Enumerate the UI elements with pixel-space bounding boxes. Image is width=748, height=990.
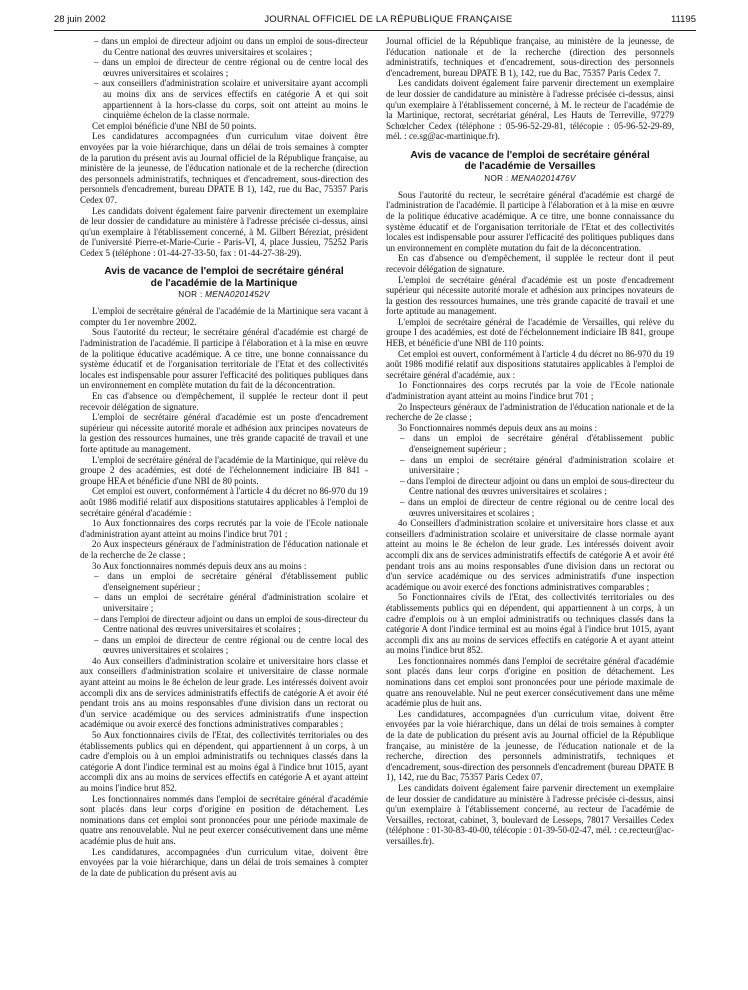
paragraph: 4o Conseillers d'administration scolaire et universitaire hors classe et aux conseillers d'administration scolaire et universitaire de classe normale ayant atteint au moins le 8e échelon de leur grade. Les intéressés doivent avoir accompli dix ans de services administratifs effectifs de catégorie A et avoir été pendant trois ans au moins responsables d'une division dans un rectorat ou d'un service académique ou des services administratifs d'une inspection académique ou avoir exercé des fonctions administratives comparables ; [386,518,674,592]
paragraph: Les candidatures, accompagnées d'un curriculum vitae, doivent être envoyées par la voie hiérarchique, dans un délai de trois semaines à compter de la date de publication du présent avis au [80,846,368,878]
paragraph: Cet emploi est ouvert, conformément à l'article 4 du décret no 86-970 du 19 août 1986 modifié relatif aux dispositions statutaires applicables à l'emploi de secrétaire général d'académie : [80,486,368,518]
right-notice-body [386,190,674,847]
header-date: 28 juin 2002 [54,14,106,25]
right-nor-reference [386,174,674,184]
right-nor-label: NOR : [484,173,512,183]
list-item: – dans un emploi de directeur de centre régional ou de centre local des œuvres universitaires et scolaires ; [400,496,674,518]
header-page-number: 11195 [670,14,696,25]
right-column [386,36,674,984]
paragraph: L'emploi de secrétaire général de l'académie de la Martinique sera vacant à compter du 1er novembre 2002. [80,306,368,327]
paragraph: 5o Fonctionnaires civils de l'Etat, des collectivités territoriales ou des établissements publics qui en dépendent, qui appartiennent à un corps, à un cadre d'emplois ou à un emploi administratifs ou techniques classés dans la catégorie A dont l'indice terminal est au moins égal à l'indice brut 1015, ayant accompli dix ans au moins de services effectifs en catégorie A et ayant atteint au moins l'indice brut 852. [386,592,674,656]
left-notice-body [80,306,368,878]
header-title: JOURNAL OFFICIEL DE LA RÉPUBLIQUE FRANÇAISE [264,14,513,25]
paragraph: 5o Aux fonctionnaires civils de l'Etat, des collectivités territoriales ou des établissements publics qui en dépendent, qui appartiennent à un corps, à un cadre d'emplois ou à un emploi administratifs ou techniques classés dans la catégorie A dont l'indice terminal est au moins égal à l'indice brut 1015, ayant accompli dix ans au moins de services effectifs en catégorie A et ayant atteint au moins l'indice brut 852. [80,730,368,793]
paragraph: L'emploi de secrétaire général d'académie est un poste d'encadrement supérieur qui nécessite autorité morale et adhésion aux principes novateurs de la gestion des ressources humaines, une très grande capacité de travail et une forte aptitude au management. [80,412,368,454]
list-item: – dans un emploi de directeur de centre régional ou de centre local des œuvres universitaires et scolaires ; [94,57,368,78]
paragraph: L'emploi de secrétaire général de l'académie de la Martinique, qui relève du groupe 2 des académies, est doté de l'échelonnement indiciaire IB 841 - groupe HEA et bénéficie d'une NBI de 80 points. [80,454,368,486]
paragraph: Sous l'autorité du recteur, le secrétaire général d'académie est chargé de l'administration de l'académie. Il participe à l'élaboration et à la mise en œuvre de la politique éducative académique. A ce titre, une bonne connaissance du système éducatif et de l'organisation territoriale de l'Etat et des collectivités locales est indispensable pour assurer l'efficacité des politiques publiques dans un environnement en complète mutation du fait de la déconcentration. [80,327,368,391]
paragraph: Les candidatures accompagnées d'un curriculum vitae doivent être envoyées par la voie hiérarchique, dans un délai de trois semaines à compter de la parution du présent avis au Journal officiel de la République française, au ministère de la jeunesse, de l'éducation nationale et de la recherche (direction des personnels administratifs, techniques et d'encadrement, sous-direction des personnels d'encadrement, bureau DPATE B 1), 142, rue du Bac, 75357 Paris Cedex 07. [80,131,368,205]
right-notice-heading [386,150,674,173]
paragraph: 2o Inspecteurs généraux de l'administration de l'éducation nationale et de la recherche de 2e classe ; [386,401,674,423]
left-heading-line1: Avis de vacance de l'emploi de secrétaire général [104,266,344,278]
paragraph: Les candidatures, accompagnées d'un curriculum vitae, doivent être envoyées par la voie hiérarchique, dans un délai de trois semaines à compter de la date de publication du présent avis au Journal officiel de la République française, au ministère de la jeunesse, de l'éducation nationale et de la recherche, direction des personnels administratifs, techniques et d'encadrement, sous-direction des personnels d'encadrement (bureau DPATE B 1), 142, rue du Bac, 75357 Paris Cedex 07. [386,708,674,783]
paragraph: En cas d'absence ou d'empêchement, il supplée le recteur dont il peut recevoir délégation de signature. [80,391,368,412]
left-nor-label: NOR : [178,290,206,300]
paragraph: L'emploi de secrétaire général d'académie est un poste d'encadrement supérieur qui nécessite autorité morale et adhésion aux principes novateurs de la gestion des ressources humaines, une très grande capacité de travail et une forte aptitude au management. [386,274,674,317]
list-item: – dans l'emploi de directeur adjoint ou dans un emploi de sous-directeur du Centre national des œuvres universitaires et scolaires ; [94,613,368,635]
right-top-text [386,36,674,142]
paragraph: Cet emploi bénéficie d'une NBI de 50 points. [92,120,257,131]
left-nor-reference [80,290,368,300]
left-notice-heading [80,266,368,289]
paragraph: Sous l'autorité du recteur, le secrétaire général d'académie est chargé de l'administration de l'académie. Il participe à l'élaboration et à la mise en œuvre de la politique éducative académique. A ce titre, une bonne connaissance du système éducatif et de l'organisation territoriale de l'Etat et des collectivités locales est indispensable pour assurer l'efficacité des politiques publiques dans un environnement en complète mutation du fait de la déconcentration. [386,189,674,253]
list-item: – dans un emploi de secrétaire général d'établissement public d'enseignement supérieur ; [94,571,368,592]
left-nor-code: MENA0201452V [205,290,270,300]
list-item: – dans un emploi de secrétaire général d'établissement public d'enseignement supérieur ; [400,433,674,454]
list-item: – dans l'emploi de directeur adjoint ou dans un emploi de sous-directeur du Centre national des œuvres universitaires et scolaires ; [400,475,674,497]
paragraph: Les fonctionnaires nommés dans l'emploi de secrétaire général d'académie sont placés dans leur corps d'origine en position de détachement. Les nominations dans cet emploi sont prononcées pour une période maximale de quatre ans renouvelable. Nul ne peut exercer consécutivement dans une même académie plus de huit ans. [386,655,674,709]
paragraph: Les fonctionnaires nommés dans l'emploi de secrétaire général d'académie sont placés dans leur corps d'origine en position de détachement. Les nominations dans cet emploi sont prononcées pour une période maximale de quatre ans renouvelable. Nul ne peut exercer consécutivement dans une même académie plus de huit ans. [80,793,368,846]
paragraph: 4o Aux conseillers d'administration scolaire et universitaire hors classe et aux conseillers d'administration scolaire et universitaire de classe normale ayant atteint au moins le 8e échelon de leur grade. Les intéressés doivent avoir accompli dix ans de services administratifs effectifs de catégorie A et avoir été pendant trois ans au moins responsables d'une division dans un rectorat ou d'un service académique ou des services administratifs d'une inspection académique ou avoir exercé des fonctions administratives comparables ; [80,655,368,730]
paragraph: 2o Aux inspecteurs généraux de l'administration de l'éducation nationale et de la recherche de 2e classe ; [80,539,368,560]
header-rule [54,30,696,31]
right-nor-code: MENA0201476V [511,173,576,183]
paragraph: En cas d'absence ou d'empêchement, il supplée le recteur dont il peut recevoir délégation de signature. [386,253,674,274]
paragraph: Les candidats doivent également faire parvenir directement un exemplaire de leur dossier de candidature au ministère à l'adresse précisée ci-dessus, ainsi qu'un exemplaire à l'établissement concerné, au recteur de l'académie de Versailles, rectorat, cabinet, 3, boulevard de Lesseps, 78017 Versailles Cedex (téléphone : 01-30-83-40-00, télécopie : 01-39-50-02-47, mél. : ce.recteur@ac-versailles.fr). [386,783,674,846]
list-item: – dans un emploi de secrétaire général d'administration scolaire et universitaire ; [94,592,368,613]
paragraph: Les candidats doivent également faire parvenir directement un exemplaire de leur dossier de candidature au ministère à l'adresse précisée ci-dessus, ainsi qu'un exemplaire à l'établissement concerné, à M. le recteur de l'académie de la Martinique, rectorat, secrétariat général, Les Hauts de Terreville, 97279 Schœlcher Cedex (téléphone : 05-96-52-29-81, télécopie : 05-96-52-29-89, mél. : ce.sg@ac-martinique.fr). [386,78,674,142]
list-item: – dans un emploi de secrétaire général d'administration scolaire et universitaire ; [400,454,674,476]
right-heading-line2: de l'académie de Versailles [464,161,596,173]
left-column [80,36,368,984]
left-heading-line2: de l'académie de la Martinique [150,277,298,289]
paragraph: 3o Fonctionnaires nommés depuis deux ans au moins : [398,422,598,433]
list-item: – dans un emploi de directeur de centre régional ou de centre local des œuvres universitaires et scolaires ; [94,634,368,656]
paragraph: 3o Aux fonctionnaires nommés depuis deux ans au moins : [92,560,307,571]
paragraph: Les candidats doivent également faire parvenir directement un exemplaire de leur dossier de candidature au ministère à l'adresse précisée ci-dessus, ainsi qu'un exemplaire à l'établissement concerné, à M. Gilbert Béreziat, président de l'université Pierre-et-Marie-Curie - Paris-VI, 4, place Jussieu, 75252 Paris Cedex 5 (téléphone : 01-44-27-33-50, fax : 01-44-27-38-29). [80,205,368,258]
paragraph: Cet emploi est ouvert, conformément à l'article 4 du décret no 86-970 du 19 août 1986 modifié relatif aux dispositions statutaires applicables à l'emploi de secrétaire général d'académie, aux : [386,348,674,380]
list-item: – aux conseillers d'administration scolaire et universitaire ayant accompli au moins dix ans de services effectifs en catégorie A et qui soit appartiennent à la hors-classe du corps, soit ont atteint au moins le cinquième échelon de la classe normale. [94,78,368,121]
left-top-text [80,36,368,258]
paragraph: L'emploi de secrétaire général de l'académie de Versailles, qui relève du groupe I des académies, est doté de l'échelonnement indiciaire IB 841, groupe HEB, et bénéficie d'une NBI de 110 points. [386,316,674,349]
paragraph: 1o Aux fonctionnaires des corps recrutés par la voie de l'Ecole nationale d'administration ayant atteint au moins l'indice brut 701 ; [80,518,368,539]
paragraph: Journal officiel de la République française, au ministère de la jeunesse, de l'éducation nationale et de la recherche (direction des personnels administratifs, techniques et d'encadrement, sous-direction des personnels d'encadrement, bureau DPATE B 1), 142, rue du Bac, 75357 Paris Cedex 7. [386,36,674,78]
list-item: – dans un emploi de directeur adjoint ou dans un emploi de sous-directeur du Centre national des œuvres universitaires et scolaires ; [94,36,368,57]
paragraph: 1o Fonctionnaires des corps recrutés par la voie de l'Ecole nationale d'administration ayant atteint au moins l'indice brut 701 ; [386,380,674,402]
page-header [54,14,696,30]
right-heading-line1: Avis de vacance de l'emploi de secrétaire général [410,149,650,161]
